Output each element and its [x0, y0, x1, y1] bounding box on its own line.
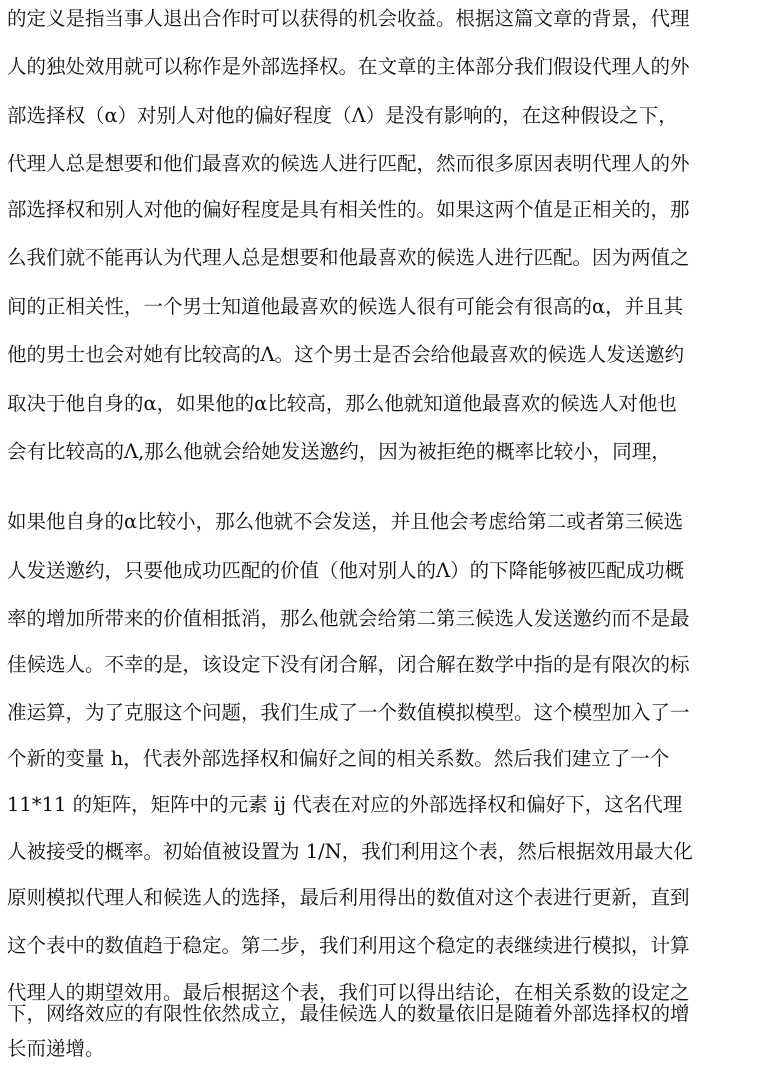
text-line: 人的独处效用就可以称作是外部选择权。在文章的主体部分我们假设代理人的外 [7, 55, 690, 78]
text-line: 部选择权（α）对别人对他的偏好程度（Λ）是没有影响的，在这种假设之下， [7, 104, 678, 127]
text-line: 他的男士也会对她有比较高的Λ。这个男士是否会给他最喜欢的候选人发送邀约 [7, 343, 685, 366]
text-line: 下，网络效应的有限性依然成立，最佳候选人的数量依旧是随着外部选择权的增 [7, 1002, 690, 1025]
text-line: 11*11 的矩阵，矩阵中的元素 ij 代表在对应的外部选择权和偏好下，这名代理 [7, 793, 683, 816]
text-line: 部选择权和别人对他的偏好程度是具有相关性的。如果这两个值是正相关的，那 [7, 198, 690, 221]
text-line: 间的正相关性，一个男士知道他最喜欢的候选人很有可能会有很高的α，并且其 [7, 295, 684, 318]
text-line: 准运算，为了克服这个问题，我们生成了一个数值模拟模型。这个模型加入了一 [7, 701, 690, 724]
text-line: 原则模拟代理人和候选人的选择，最后利用得出的数值对这个表进行更新，直到 [7, 886, 690, 909]
text-line: 人被接受的概率。初始值被设置为 1/N，我们利用这个表，然后根据效用最大化 [7, 840, 693, 863]
text-line: 长而递增。 [7, 1037, 105, 1060]
text-line: 取决于他自身的α，如果他的α比较高，那么他就知道他最喜欢的候选人对他也 [7, 392, 677, 415]
text-line: 这个表中的数值趋于稳定。第二步，我们利用这个稳定的表继续进行模拟，计算 [7, 934, 690, 957]
text-line: 代理人总是想要和他们最喜欢的候选人进行匹配，然而很多原因表明代理人的外 [7, 152, 690, 175]
text-line: 个新的变量 h，代表外部选择权和偏好之间的相关系数。然后我们建立了一个 [7, 747, 670, 770]
text-line: 的定义是指当事人退出合作时可以获得的机会收益。根据这篇文章的背景，代理 [7, 7, 690, 30]
text-line: 率的增加所带来的价值相抵消，那么他就会给第二第三候选人发送邀约而不是最 [7, 607, 690, 630]
text-line: 佳候选人。不幸的是，该设定下没有闭合解，闭合解在数学中指的是有限次的标 [7, 653, 690, 676]
text-line: 会有比较高的Λ,那么他就会给她发送邀约，因为被拒绝的概率比较小，同理， [7, 440, 671, 463]
text-line: 么我们就不能再认为代理人总是想要和他最喜欢的候选人进行匹配。因为两值之 [7, 246, 690, 269]
text-line: 如果他自身的α比较小，那么他就不会发送，并且他会考虑给第二或者第三候选 [7, 510, 684, 533]
text-line: 人发送邀约，只要他成功匹配的价值（他对别人的Λ）的下降能够被匹配成功概 [7, 559, 685, 582]
text-line: 代理人的期望效用。最后根据这个表，我们可以得出结论，在相关系数的设定之 [7, 981, 690, 1004]
